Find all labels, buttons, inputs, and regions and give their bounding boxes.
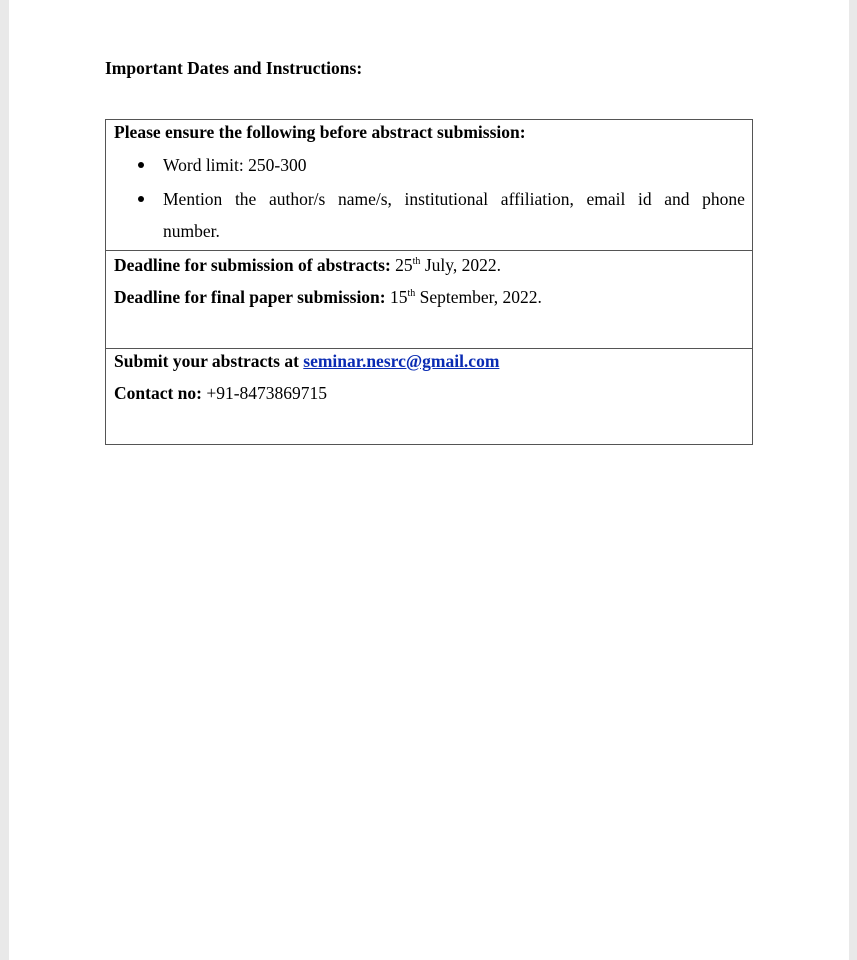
bullet-mention-word: email (586, 189, 626, 209)
bullet-mention-word: institutional (404, 189, 489, 209)
email-link[interactable]: seminar.nesrc@gmail.com (303, 351, 500, 371)
final-deadline-suffix: th (407, 288, 416, 300)
bullet-mention-word: affiliation, (500, 189, 574, 209)
final-deadline-day: 15 (390, 287, 408, 307)
submit-line (114, 351, 499, 372)
contact-label: Contact no: (114, 383, 202, 403)
abstract-deadline-day: 25 (395, 255, 413, 275)
bullet-mention-word: Mention (163, 189, 223, 209)
bullet-mention-word: id (637, 189, 652, 209)
abstract-deadline (114, 255, 501, 276)
bullet-mention-word: phone (702, 189, 745, 209)
final-deadline-rest: September, 2022. (419, 287, 542, 307)
final-deadline-label: Deadline for final paper submission: (114, 287, 386, 307)
instructions-heading: Please ensure the following before abstract submission: (114, 122, 526, 142)
abstract-deadline-label: Deadline for submission of abstracts: (114, 255, 391, 275)
bullet-mention-word: the (234, 189, 257, 209)
info-table (105, 119, 753, 445)
bullet-word-limit: Word limit: 250-300 (163, 155, 307, 175)
instructions-section (106, 120, 752, 250)
document-page (9, 0, 849, 960)
bullet-mention-word: author/s (268, 189, 326, 209)
bullet-dot (138, 196, 144, 202)
abstract-deadline-rest: July, 2022. (424, 255, 501, 275)
contact-number: +91-8473869715 (206, 383, 328, 403)
contact-section (106, 348, 752, 444)
contact-line (114, 383, 327, 404)
final-paper-deadline (114, 287, 542, 308)
page-title: Important Dates and Instructions: (105, 58, 363, 78)
abstract-deadline-suffix: th (412, 256, 421, 268)
submit-label: Submit your abstracts at (114, 351, 299, 371)
deadlines-section (106, 250, 752, 348)
bullet-mention-continuation: number. (163, 221, 220, 241)
bullet-dot (138, 162, 144, 168)
bullet-mention-word: and (664, 189, 690, 209)
bullet-mention (163, 189, 745, 210)
bullet-mention-word: name/s, (337, 189, 392, 209)
